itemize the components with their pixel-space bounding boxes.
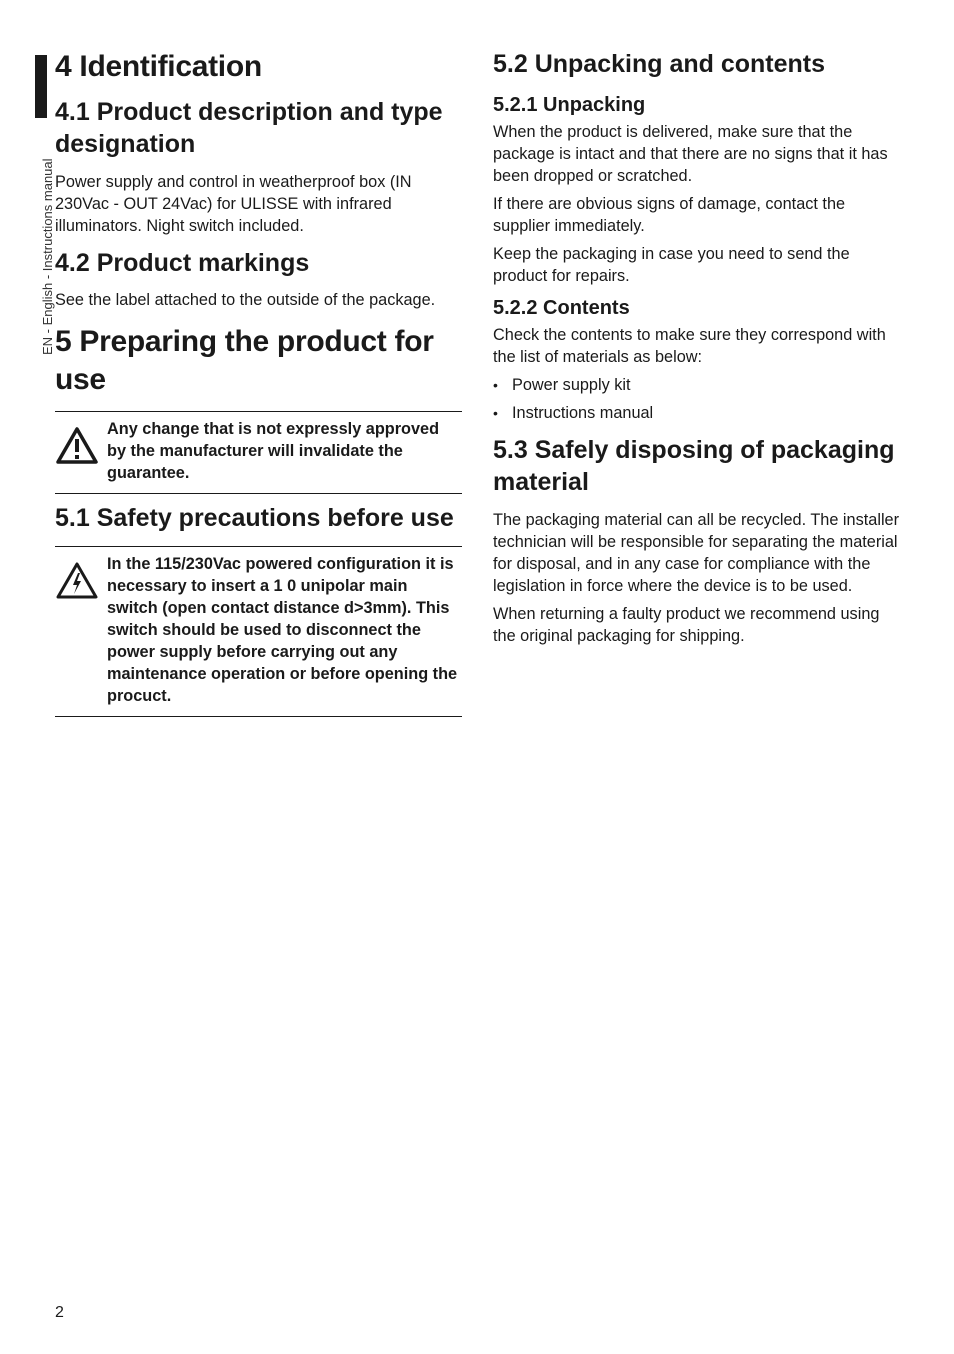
heading-5-1: 5.1 Safety precautions before use bbox=[55, 504, 454, 532]
heading-5-2-1: 5.2.1 Unpacking bbox=[493, 94, 646, 116]
warning-box-2 bbox=[55, 546, 462, 717]
heading-5-2: 5.2 Unpacking and contents bbox=[493, 50, 826, 78]
electrical-hazard-icon bbox=[55, 561, 99, 601]
warning-text-2: In the 115/230Vac powered configuration it is necessary to insert a 1 0 unipolar main switch (open contact distance d>3mm). This switch should be used to disconnect the power supply before carrying out any maintenance operation or before opening the procuct. bbox=[107, 555, 458, 705]
warning-text-1: Any change that is not expressly approved by the manufacturer will invalidate the guarantee. bbox=[107, 420, 440, 482]
heading-5: 5 Preparing the product for use bbox=[55, 325, 434, 396]
paragraph-5-3-b: When returning a faulty product we recommend using the original packaging for shipping. bbox=[493, 605, 880, 645]
paragraph-5-3-a: The packaging material can all be recycled. The installer technician will be responsible for separating the material for disposal, and in any case for compliance with the legislation in force where the device is to be used. bbox=[493, 511, 900, 595]
warning-triangle-icon bbox=[55, 426, 99, 466]
paragraph-5-2-2: Check the contents to make sure they correspond with the list of materials as below: bbox=[493, 326, 886, 366]
paragraph-5-2-1-b: If there are obvious signs of damage, contact the supplier immediately. bbox=[493, 195, 846, 235]
contents-list bbox=[493, 374, 903, 424]
list-item: • Power supply kit bbox=[493, 374, 903, 396]
heading-5-3: 5.3 Safely disposing of packaging material bbox=[493, 436, 895, 496]
heading-4: 4 Identification bbox=[55, 50, 262, 83]
right-column bbox=[493, 48, 903, 647]
heading-4-2: 4.2 Product markings bbox=[55, 249, 310, 277]
paragraph-4-2: See the label attached to the outside of the package. bbox=[55, 291, 436, 309]
list-item: • Instructions manual bbox=[493, 402, 903, 424]
left-column bbox=[55, 48, 462, 717]
paragraph-4-1: Power supply and control in weatherproof box (IN 230Vac - OUT 24Vac) for ULISSE with infrared illuminators. Night switch included. bbox=[55, 173, 412, 235]
paragraph-5-2-1-a: When the product is delivered, make sure that the package is intact and that there are no signs that it has been dropped or scratched. bbox=[493, 123, 888, 185]
page-number: 2 bbox=[55, 1304, 64, 1321]
paragraph-5-2-1-c: Keep the packaging in case you need to send the product for repairs. bbox=[493, 245, 850, 285]
heading-4-1: 4.1 Product description and type designation bbox=[55, 98, 443, 158]
sidebar-marker bbox=[35, 55, 47, 118]
heading-5-2-2: 5.2.2 Contents bbox=[493, 297, 630, 319]
sidebar-label: EN - English - Instructions manual bbox=[40, 158, 55, 355]
warning-box-1 bbox=[55, 411, 462, 494]
